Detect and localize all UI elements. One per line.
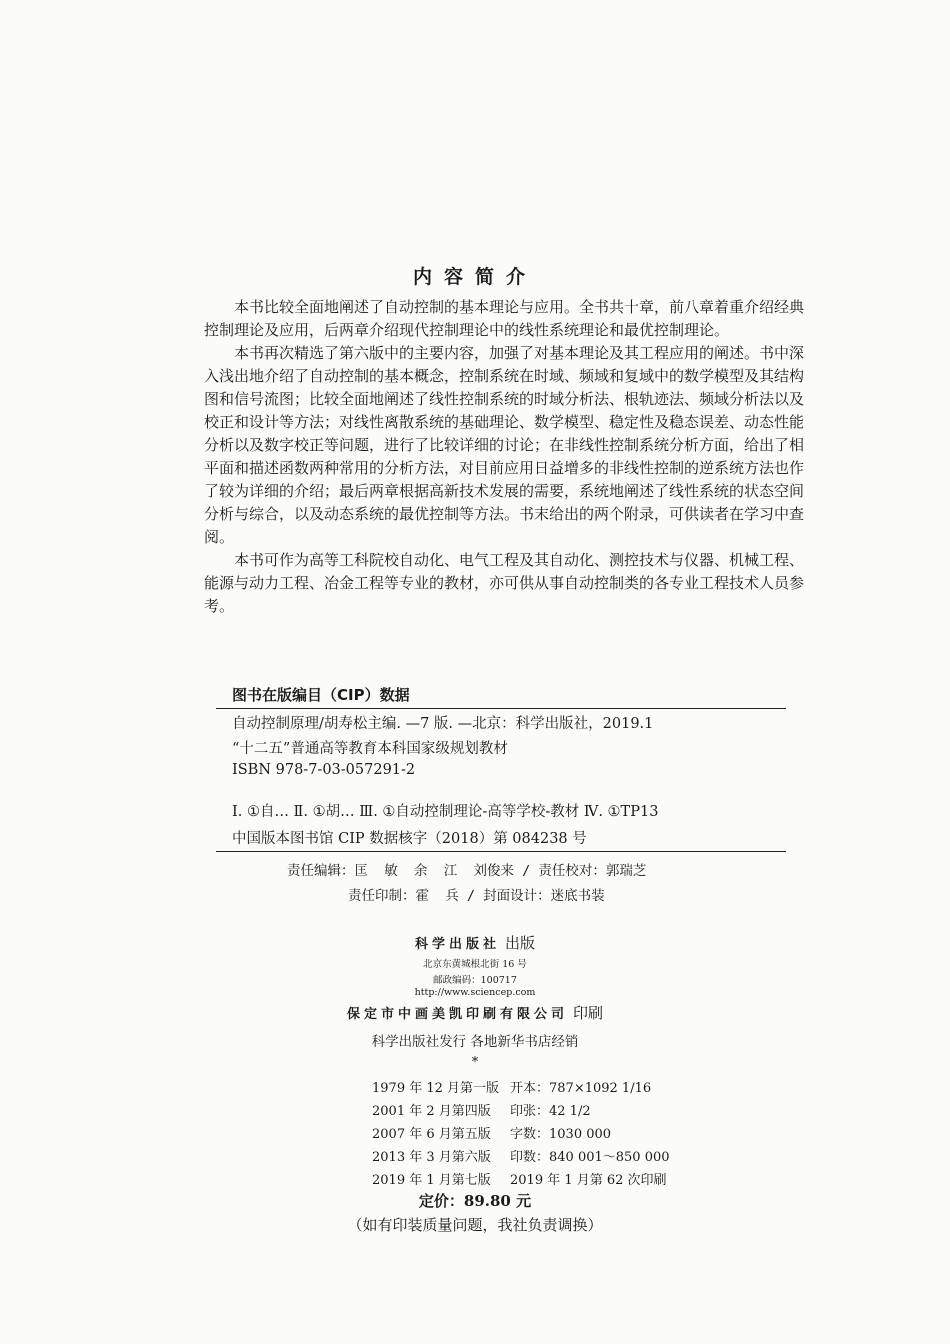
edition-cell: 2001 年 2 月第四版 [372,1104,491,1119]
spec-cell: 印张：42 1/2 [510,1104,591,1119]
intro-paragraph: 本书可作为高等工科院校自动化、电气工程及其自动化、测控技术与仪器、机械工程、能源与动力工程、冶金工程等专业的教材，亦可供从事自动控制类的各专业工程技术人员参考。 [204,551,805,615]
table-row [372,1167,670,1190]
spec-cell: 字数：1030 000 [510,1127,612,1142]
printer-name: 保定市中画美凯印刷有限公司 [346,1007,568,1022]
edition-cell: 2007 年 6 月第五版 [372,1127,491,1142]
spec-cell: 印数：840 001～850 000 [510,1150,670,1165]
distribution-line: 科学出版社发行 各地新华书店经销 [371,1034,579,1050]
print-history-table [372,1075,670,1190]
spec-cell: 2019 年 1 月第 62 次印刷 [510,1173,667,1188]
editors-line: 责任编辑：匡 敏 余 江 刘俊来 / 责任校对：郭瑞芝 [287,863,647,879]
table-row [372,1098,670,1121]
edition-cell: 2013 年 3 月第六版 [372,1150,491,1165]
table-row [372,1121,670,1144]
publisher-postcode: 邮政编码：100717 [433,975,517,986]
edition-cell: 1979 年 12 月第一版 [372,1081,500,1096]
printer-suffix: 印刷 [573,1004,604,1022]
separator-asterisk: * [471,1055,479,1070]
publisher-name: 科学出版社 [414,937,500,952]
quality-notice: （如有印装质量问题，我社负责调换） [347,1216,603,1234]
printer-line [0,1002,950,1023]
cip-bottom-divider [216,851,786,852]
intro-body [204,296,804,618]
production-line: 责任印制：霍 兵 / 封面设计：迷底书装 [348,888,605,904]
cip-isbn-line: ISBN 978-7-03-057291-2 [232,762,416,778]
spec-cell: 开本：787×1092 1/16 [510,1081,652,1096]
publisher-line [0,932,950,953]
cip-record-line: 中国版本图书馆 CIP 数据核字（2018）第 084238 号 [232,831,587,847]
cip-heading: 图书在版编目（CIP）数据 [232,686,410,704]
publisher-suffix: 出版 [505,934,536,952]
cip-series-line: “十二五”普通高等教育本科国家级规划教材 [232,741,508,757]
table-row [372,1144,670,1167]
intro-paragraph: 本书比较全面地阐述了自动控制的基本理论与应用。全书共十章，前八章着重介绍经典控制理论及应用，后两章介绍现代控制理论中的线性系统理论和最优控制理论。 [204,298,805,339]
intro-paragraph: 本书再次精选了第六版中的主要内容，加强了对基本理论及其工程应用的阐述。书中深入浅出地介绍了自动控制的基本概念，控制系统在时域、频域和复域中的数学模型及其结构图和信号流图；比较全面地阐述了线性控制系统的时域分析法、根轨迹法、频域分析法以及校正和设计等方法；对线性离散系统的基础理论、数学模型、稳定性及稳态误差、动态性能分析以及数字校正等问题，进行了比较详细的讨论；在非线性控制系统分析方面，给出了相平面和描述函数两种常用的分析方法，对目前应用日益增多的非线性控制的逆系统方法也作了较为详细的介绍；最后两章根据高新技术发展的需要，系统地阐述了线性系统的状态空间分析与综合，以及动态系统的最优控制等方法。书末给出的两个附录，可供读者在学习中查阅。 [204,344,805,546]
publisher-address: 北京东黄城根北街 16 号 [423,959,527,970]
cip-top-divider [216,708,786,709]
section-title: 内容简介 [412,266,537,288]
cip-title-line: 自动控制原理/胡寿松主编. —7 版. —北京：科学出版社，2019.1 [232,716,654,732]
price: 定价：89.80 元 [418,1192,532,1210]
publisher-website: http://www.sciencep.com [414,987,536,998]
table-row [372,1075,670,1098]
cip-classification-line: Ⅰ. ①自… Ⅱ. ①胡… Ⅲ. ①自动控制理论-高等学校-教材 Ⅳ. ①TP13 [232,804,659,820]
edition-cell: 2019 年 1 月第七版 [372,1173,491,1188]
